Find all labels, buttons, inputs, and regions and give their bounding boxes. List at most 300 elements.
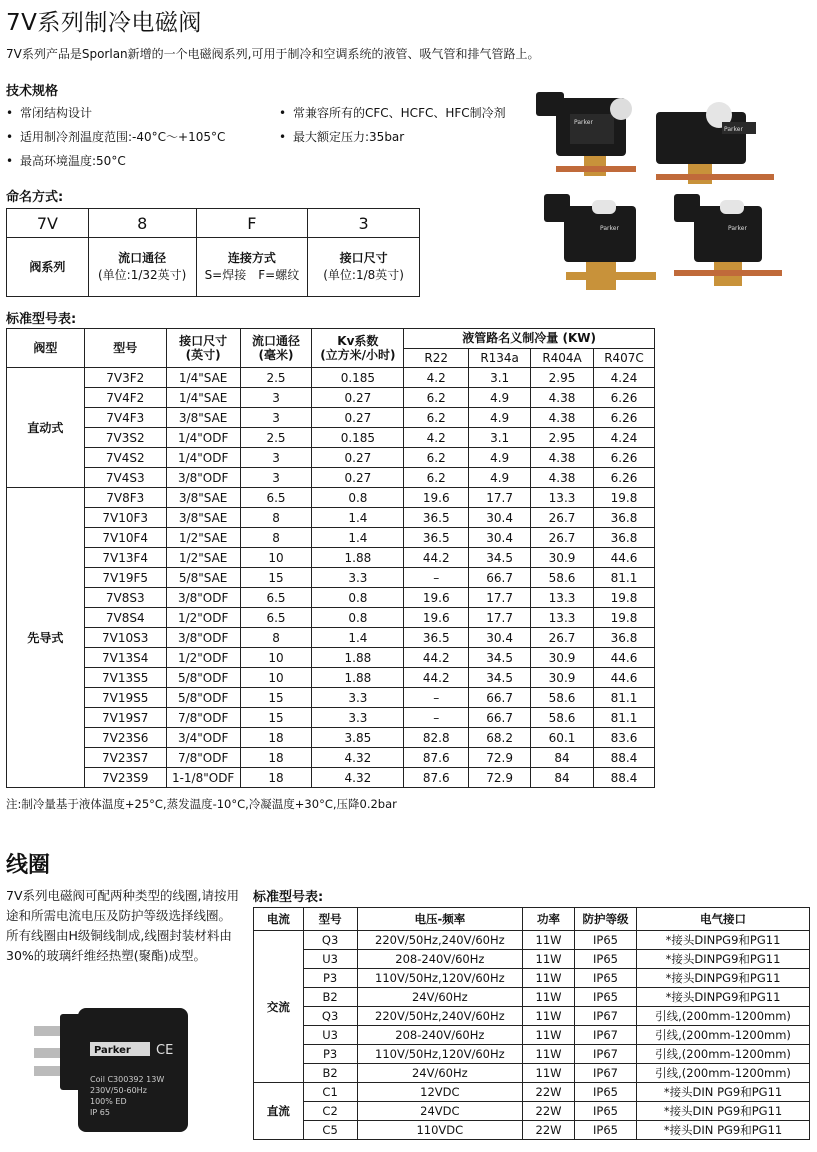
col-header <box>240 329 312 368</box>
table-cell: 19.8 <box>594 488 655 508</box>
table-cell: 7V4S3 <box>84 468 166 488</box>
table-row <box>7 768 655 788</box>
table-cell: 3/8"ODF <box>166 628 240 648</box>
table-cell: 8 <box>240 528 312 548</box>
table-row <box>7 688 655 708</box>
table-cell: 19.8 <box>594 608 655 628</box>
table-cell: 110V/50Hz,120V/60Hz <box>357 969 523 988</box>
table-cell: 3 <box>240 408 312 428</box>
table-cell: 1/2"ODF <box>166 648 240 668</box>
table-cell: 36.5 <box>404 508 469 528</box>
table-cell: 引线,(200mm-1200mm) <box>637 1045 810 1064</box>
table-cell: 1.4 <box>312 508 404 528</box>
table-cell: 3/8"ODF <box>166 588 240 608</box>
table-cell: 22W <box>523 1083 575 1102</box>
naming-desc-sub: (单位:1/32英寸) <box>97 268 187 282</box>
table-cell: *接头DIN PG9和PG11 <box>637 1083 810 1102</box>
table-cell: IP67 <box>574 1007 636 1026</box>
table-cell: 30.9 <box>531 648 594 668</box>
table-row <box>7 748 655 768</box>
table-row <box>7 728 655 748</box>
table-row <box>254 988 810 1007</box>
table-cell: 7V10S3 <box>84 628 166 648</box>
table-cell: 7V13S4 <box>84 648 166 668</box>
table-cell: 11W <box>523 950 575 969</box>
naming-table <box>6 208 420 297</box>
table-cell: 12VDC <box>357 1083 523 1102</box>
table-cell: 11W <box>523 1026 575 1045</box>
spec-item: • 最大额定压力:35bar <box>279 128 404 145</box>
table-cell: 34.5 <box>469 548 531 568</box>
table-cell: 11W <box>523 1045 575 1064</box>
table-cell: IP65 <box>574 1102 636 1121</box>
table-cell: 1.88 <box>312 648 404 668</box>
table-cell: 11W <box>523 988 575 1007</box>
table-cell: 83.6 <box>594 728 655 748</box>
table-cell: 30.9 <box>531 668 594 688</box>
table-cell: 3.3 <box>312 708 404 728</box>
table-row <box>7 508 655 528</box>
table-cell: 1.4 <box>312 628 404 648</box>
table-cell: 30.4 <box>469 508 531 528</box>
table-cell: 4.2 <box>404 428 469 448</box>
table-cell: 84 <box>531 748 594 768</box>
page-title: 7V系列制冷电磁阀 <box>6 10 202 36</box>
table-cell: 6.5 <box>240 588 312 608</box>
coil-label-line: 230V/50-60Hz <box>90 1086 147 1095</box>
table-cell: 3.3 <box>312 688 404 708</box>
table-cell: 2.5 <box>240 428 312 448</box>
table-cell: B2 <box>303 988 357 1007</box>
table-cell: 3/8"SAE <box>166 488 240 508</box>
table-cell: 1/2"SAE <box>166 548 240 568</box>
table-cell: 0.27 <box>312 448 404 468</box>
table-cell: 0.27 <box>312 388 404 408</box>
table-row <box>254 1102 810 1121</box>
table-row <box>7 368 655 388</box>
col-header: 液管路名义制冷量 (KW) <box>404 329 655 349</box>
table-cell: 88.4 <box>594 768 655 788</box>
table-cell: 18 <box>240 728 312 748</box>
table-row <box>254 931 810 950</box>
table-cell: 5/8"SAE <box>166 568 240 588</box>
coil-label-line: Coil C300392 13W <box>90 1075 165 1084</box>
table-cell: 36.8 <box>594 528 655 548</box>
coil-table-body <box>254 931 810 1140</box>
table-cell: 36.5 <box>404 628 469 648</box>
table-cell: 66.7 <box>469 568 531 588</box>
table-row <box>254 950 810 969</box>
table-row <box>254 1121 810 1140</box>
table-cell: 3.85 <box>312 728 404 748</box>
table-cell: 1.4 <box>312 528 404 548</box>
table-cell: 7V19S7 <box>84 708 166 728</box>
table-cell: 60.1 <box>531 728 594 748</box>
table-cell: 6.26 <box>594 448 655 468</box>
col-header: 防护等级 <box>574 908 636 931</box>
table-cell: *接头DINPG9和PG11 <box>637 950 810 969</box>
naming-heading: 命名方式: <box>6 190 64 205</box>
table-cell: 1/4"SAE <box>166 368 240 388</box>
table-cell: 4.32 <box>312 768 404 788</box>
coil-title: 线圈 <box>6 853 51 878</box>
col-header-label: 接口尺寸 <box>179 334 228 348</box>
table-cell: 3/4"ODF <box>166 728 240 748</box>
table-cell: *接头DIN PG9和PG11 <box>637 1121 810 1140</box>
coil-table <box>253 907 810 1140</box>
table-cell: *接头DINPG9和PG11 <box>637 969 810 988</box>
table-cell: 110V/50Hz,120V/60Hz <box>357 1045 523 1064</box>
table-cell: 18 <box>240 768 312 788</box>
table-cell: 7V8F3 <box>84 488 166 508</box>
table-cell: 8 <box>240 628 312 648</box>
table-row <box>7 548 655 568</box>
table-cell: 引线,(200mm-1200mm) <box>637 1026 810 1045</box>
table-cell: 81.1 <box>594 688 655 708</box>
table-cell: 11W <box>523 969 575 988</box>
table-cell: 4.24 <box>594 368 655 388</box>
table-cell: 110VDC <box>357 1121 523 1140</box>
table-cell: 0.27 <box>312 468 404 488</box>
table-cell: U3 <box>303 1026 357 1045</box>
table-row <box>7 708 655 728</box>
col-header-unit: (立方米/小时) <box>320 348 396 362</box>
table-cell: 68.2 <box>469 728 531 748</box>
table-row <box>254 1007 810 1026</box>
table-cell: 3/8"ODF <box>166 468 240 488</box>
table-row <box>7 668 655 688</box>
table-row <box>7 408 655 428</box>
naming-desc <box>7 238 89 297</box>
table-cell: 19.6 <box>404 488 469 508</box>
table-cell: 3.1 <box>469 368 531 388</box>
table-row <box>254 1045 810 1064</box>
table-cell: 88.4 <box>594 748 655 768</box>
current-type-cell: 交流 <box>254 931 304 1083</box>
table-cell: 30.4 <box>469 628 531 648</box>
table-cell: 7V4F2 <box>84 388 166 408</box>
table-cell: 72.9 <box>469 768 531 788</box>
table-cell: 30.9 <box>531 548 594 568</box>
table-cell: 1/2"SAE <box>166 528 240 548</box>
table-cell: 3.3 <box>312 568 404 588</box>
table-cell: 17.7 <box>469 608 531 628</box>
table-cell: 44.6 <box>594 548 655 568</box>
valve-type-cell: 直动式 <box>7 368 85 488</box>
table-cell: 44.2 <box>404 648 469 668</box>
table-cell: 引线,(200mm-1200mm) <box>637 1007 810 1026</box>
coil-table-heading: 标准型号表: <box>253 890 324 905</box>
table-cell: 5/8"ODF <box>166 688 240 708</box>
table-cell: 44.2 <box>404 668 469 688</box>
table-cell: 1-1/8"ODF <box>166 768 240 788</box>
table-row <box>7 428 655 448</box>
table-cell: 7/8"ODF <box>166 708 240 728</box>
table-cell: 208-240V/60Hz <box>357 1026 523 1045</box>
table-cell: 10 <box>240 548 312 568</box>
table-cell: 7/8"ODF <box>166 748 240 768</box>
table-cell: 1.88 <box>312 548 404 568</box>
table-cell: 44.2 <box>404 548 469 568</box>
col-header: 型号 <box>84 329 166 368</box>
table-cell: 4.9 <box>469 408 531 428</box>
table-cell: 4.2 <box>404 368 469 388</box>
table-cell: 22W <box>523 1102 575 1121</box>
table-row <box>254 1026 810 1045</box>
table-cell: U3 <box>303 950 357 969</box>
std-table-body <box>7 368 655 788</box>
naming-desc-label: 流口通径 <box>118 251 167 265</box>
table-cell: 4.24 <box>594 428 655 448</box>
table-cell: 6.2 <box>404 448 469 468</box>
table-cell: 7V3S2 <box>84 428 166 448</box>
table-cell: 4.38 <box>531 408 594 428</box>
col-header-label: Kv系数 <box>337 334 379 348</box>
table-row <box>254 1064 810 1083</box>
table-cell: 17.7 <box>469 588 531 608</box>
col-header: 功率 <box>523 908 575 931</box>
table-row <box>7 448 655 468</box>
table-cell: 34.5 <box>469 648 531 668</box>
table-cell: 引线,(200mm-1200mm) <box>637 1064 810 1083</box>
table-cell: IP65 <box>574 1083 636 1102</box>
table-cell: 66.7 <box>469 708 531 728</box>
spec-item: • 常闭结构设计 <box>6 104 92 121</box>
table-cell: 0.8 <box>312 588 404 608</box>
brand-label: Parker <box>728 225 747 232</box>
naming-desc-sub: (单位:1/8英寸) <box>323 268 404 282</box>
col-header: R407C <box>594 348 655 368</box>
table-cell: 15 <box>240 688 312 708</box>
table-cell: C1 <box>303 1083 357 1102</box>
table-row <box>7 468 655 488</box>
table-cell: 30.4 <box>469 528 531 548</box>
table-cell: 11W <box>523 931 575 950</box>
table-cell: 7V23S7 <box>84 748 166 768</box>
col-header <box>166 329 240 368</box>
table-cell: IP67 <box>574 1045 636 1064</box>
table-row <box>7 628 655 648</box>
valve-type-cell: 先导式 <box>7 488 85 788</box>
table-cell: 26.7 <box>531 528 594 548</box>
table-cell: 4.9 <box>469 468 531 488</box>
valve-photo-1 <box>532 86 662 194</box>
coil-label-line: 100% ED <box>90 1097 127 1106</box>
col-header-label: 流口通径 <box>252 334 301 348</box>
table-cell: 58.6 <box>531 568 594 588</box>
table-cell: 6.26 <box>594 468 655 488</box>
table-cell: 7V4S2 <box>84 448 166 468</box>
table-cell: 7V13F4 <box>84 548 166 568</box>
table-cell: 1/4"ODF <box>166 428 240 448</box>
table-cell: *接头DIN PG9和PG11 <box>637 1102 810 1121</box>
table-cell: 0.27 <box>312 408 404 428</box>
table-cell: P3 <box>303 969 357 988</box>
table-cell: 7V3F2 <box>84 368 166 388</box>
table-cell: 11W <box>523 1007 575 1026</box>
table-cell: 4.9 <box>469 448 531 468</box>
coil-brand: Parker <box>94 1045 131 1056</box>
std-table-heading: 标准型号表: <box>6 312 77 327</box>
table-cell: 34.5 <box>469 668 531 688</box>
table-cell: 81.1 <box>594 568 655 588</box>
specs-heading: 技术规格 <box>6 84 59 99</box>
std-table <box>6 328 655 788</box>
table-cell: 4.32 <box>312 748 404 768</box>
table-row <box>254 969 810 988</box>
col-header: R404A <box>531 348 594 368</box>
valve-photo-4 <box>668 190 788 302</box>
table-cell: 87.6 <box>404 768 469 788</box>
table-cell: 6.5 <box>240 488 312 508</box>
table-cell: 19.6 <box>404 608 469 628</box>
table-cell: 13.3 <box>531 588 594 608</box>
table-cell: 11W <box>523 1064 575 1083</box>
brand-label: Parker <box>600 225 619 232</box>
naming-code: F <box>196 209 308 238</box>
table-cell: 24VDC <box>357 1102 523 1121</box>
table-cell: 4.38 <box>531 448 594 468</box>
table-cell: 4.38 <box>531 468 594 488</box>
table-cell: 0.8 <box>312 608 404 628</box>
table-cell: 2.95 <box>531 368 594 388</box>
table-cell: 15 <box>240 568 312 588</box>
table-row <box>7 388 655 408</box>
coil-label-line: IP 65 <box>90 1108 110 1117</box>
table-cell: 19.6 <box>404 588 469 608</box>
table-cell: 13.3 <box>531 608 594 628</box>
spec-item: • 最高环境温度:50°C <box>6 152 126 169</box>
table-cell: 1/2"ODF <box>166 608 240 628</box>
naming-desc-label: 连接方式 <box>227 251 276 265</box>
table-cell: IP67 <box>574 1026 636 1045</box>
table-row <box>7 528 655 548</box>
coil-photo <box>28 1004 196 1136</box>
table-cell: 0.185 <box>312 368 404 388</box>
table-cell: 3 <box>240 448 312 468</box>
table-cell: IP65 <box>574 1121 636 1140</box>
col-header: R134a <box>469 348 531 368</box>
table-cell: 44.6 <box>594 668 655 688</box>
table-cell: 17.7 <box>469 488 531 508</box>
table-cell: 8 <box>240 508 312 528</box>
table-cell: 6.2 <box>404 388 469 408</box>
table-cell: 2.95 <box>531 428 594 448</box>
table-cell: P3 <box>303 1045 357 1064</box>
table-cell: 10 <box>240 648 312 668</box>
naming-desc-label: 阀系列 <box>29 259 66 274</box>
table-row <box>7 608 655 628</box>
table-cell: 7V10F3 <box>84 508 166 528</box>
table-cell: 3/8"SAE <box>166 508 240 528</box>
col-header-unit: (毫米) <box>258 348 294 362</box>
table-cell: 4.9 <box>469 388 531 408</box>
brand-label: Parker <box>574 119 593 126</box>
table-cell: 84 <box>531 768 594 788</box>
col-header: 型号 <box>303 908 357 931</box>
naming-desc <box>196 238 308 297</box>
table-cell: 4.38 <box>531 388 594 408</box>
naming-desc <box>308 238 420 297</box>
table-cell: *接头DINPG9和PG11 <box>637 988 810 1007</box>
table-cell: 3 <box>240 468 312 488</box>
table-cell: 1/4"ODF <box>166 448 240 468</box>
table-cell: 3 <box>240 388 312 408</box>
table-cell: 6.2 <box>404 468 469 488</box>
table-cell: 3/8"SAE <box>166 408 240 428</box>
table-cell: 6.26 <box>594 388 655 408</box>
table-cell: – <box>404 688 469 708</box>
spec-item: • 常兼容所有的CFC、HCFC、HFC制冷剂 <box>279 104 506 121</box>
table-cell: 58.6 <box>531 688 594 708</box>
spec-item: • 适用制冷剂温度范围:-40°C～+105°C <box>6 128 225 145</box>
table-cell: IP65 <box>574 969 636 988</box>
table-cell: 26.7 <box>531 508 594 528</box>
col-header: 电流 <box>254 908 304 931</box>
table-cell: 13.3 <box>531 488 594 508</box>
table-cell: 19.8 <box>594 588 655 608</box>
table-cell: 26.7 <box>531 628 594 648</box>
table-cell: 2.5 <box>240 368 312 388</box>
table-cell: 220V/50Hz,240V/60Hz <box>357 1007 523 1026</box>
current-type-cell: 直流 <box>254 1083 304 1140</box>
col-header-unit: (英寸) <box>185 348 221 362</box>
table-cell: 6.26 <box>594 408 655 428</box>
table-cell: B2 <box>303 1064 357 1083</box>
table-cell: 208-240V/60Hz <box>357 950 523 969</box>
table-cell: 5/8"ODF <box>166 668 240 688</box>
table-cell: 6.2 <box>404 408 469 428</box>
table-cell: 58.6 <box>531 708 594 728</box>
table-cell: 36.5 <box>404 528 469 548</box>
table-cell: 24V/60Hz <box>357 1064 523 1083</box>
table-cell: *接头DINPG9和PG11 <box>637 931 810 950</box>
table-row <box>254 1083 810 1102</box>
naming-code: 8 <box>88 209 196 238</box>
table-cell: 7V19F5 <box>84 568 166 588</box>
col-header: 电气接口 <box>637 908 810 931</box>
table-cell: – <box>404 708 469 728</box>
table-cell: 7V8S3 <box>84 588 166 608</box>
table-cell: 15 <box>240 708 312 728</box>
table-cell: 7V19S5 <box>84 688 166 708</box>
table-cell: 66.7 <box>469 688 531 708</box>
col-header: R22 <box>404 348 469 368</box>
table-note: 注:制冷量基于液体温度+25°C,蒸发温度-10°C,冷凝温度+30°C,压降0.2bar <box>6 797 397 811</box>
table-cell: IP65 <box>574 988 636 1007</box>
table-cell: 10 <box>240 668 312 688</box>
table-cell: 1.88 <box>312 668 404 688</box>
table-cell: IP67 <box>574 1064 636 1083</box>
table-cell: 44.6 <box>594 648 655 668</box>
table-row <box>7 488 655 508</box>
table-cell: 7V4F3 <box>84 408 166 428</box>
table-cell: 3.1 <box>469 428 531 448</box>
naming-desc <box>88 238 196 297</box>
table-cell: 7V23S9 <box>84 768 166 788</box>
table-cell: 6.5 <box>240 608 312 628</box>
naming-code: 3 <box>308 209 420 238</box>
table-cell: 87.6 <box>404 748 469 768</box>
table-cell: 220V/50Hz,240V/60Hz <box>357 931 523 950</box>
col-header <box>312 329 404 368</box>
table-cell: 1/4"SAE <box>166 388 240 408</box>
valve-photo-3 <box>536 188 668 302</box>
brand-label: Parker <box>724 126 743 133</box>
ce-mark: CE <box>156 1043 174 1058</box>
table-cell: 7V23S6 <box>84 728 166 748</box>
col-header: 电压-频率 <box>357 908 523 931</box>
